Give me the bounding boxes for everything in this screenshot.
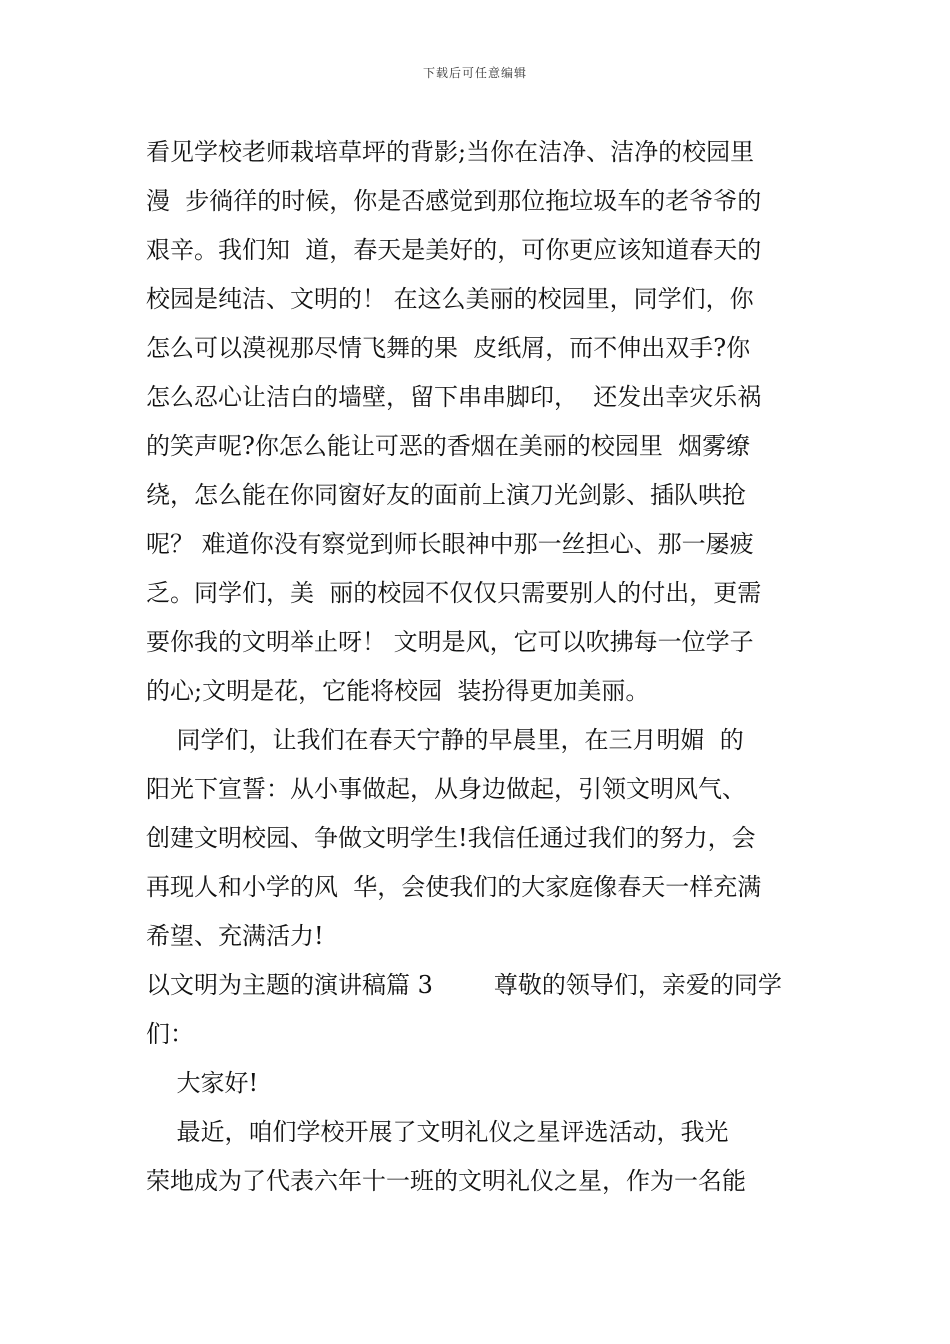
text-line: 的心;文明是花，它能将校园 装扮得更加美丽。 bbox=[146, 677, 650, 705]
text-line: 乏。同学们，美 丽的校园不仅仅只需要别人的付出，更需 bbox=[146, 579, 762, 607]
text-line: 校园是纯洁、文明的！ 在这么美丽的校园里，同学们，你 bbox=[146, 285, 754, 313]
text-line: 阳光下宣誓：从小事做起，从身边做起，引领文明风气、 bbox=[146, 775, 746, 803]
text-line: 希望、充满活力! bbox=[146, 922, 324, 950]
text-line: 大家好! bbox=[146, 1069, 259, 1097]
text-line: 漫 步徜徉的时候，你是否感觉到那位拖垃圾车的老爷爷的 bbox=[146, 187, 762, 215]
text-line: 怎么忍心让洁白的墙壁，留下串串脚印， 还发出幸灾乐祸 bbox=[146, 383, 762, 411]
text-line: 怎么可以漠视那尽情飞舞的果 皮纸屑，而不伸出双手?你 bbox=[146, 334, 751, 362]
page-header: 下载后可任意编辑 bbox=[422, 66, 527, 80]
text-line: 荣地成为了代表六年十一班的文明礼仪之星，作为一名能 bbox=[146, 1167, 746, 1195]
text-line: 最近，咱们学校开展了文明礼仪之星评选活动，我光 bbox=[146, 1118, 729, 1146]
text-line: 看见学校老师栽培草坪的背影;当你在洁净、洁净的校园里 bbox=[146, 138, 755, 166]
text-line: 创建文明校园、争做文明学生!我信任通过我们的努力，会 bbox=[146, 824, 756, 852]
section-title-line: 以文明为主题的演讲稿篇 3 尊敬的领导们，亲爱的同学 bbox=[146, 971, 782, 999]
text-line: 艰辛。我们知 道，春天是美好的，可你更应该知道春天的 bbox=[146, 236, 762, 264]
text-line: 们： bbox=[146, 1020, 194, 1048]
text-line: 要你我的文明举止呀！ 文明是风，它可以吹拂每一位学子 bbox=[146, 628, 754, 656]
text-line: 再现人和小学的风 华，会使我们的大家庭像春天一样充满 bbox=[146, 873, 762, 901]
text-line: 绕，怎么能在你同窗好友的面前上演刀光剑影、插队哄抢 bbox=[146, 481, 746, 509]
text-line: 同学们，让我们在春天宁静的早晨里，在三月明媚 的 bbox=[146, 726, 744, 754]
document-body bbox=[146, 128, 808, 1206]
text-line: 呢？ 难道你没有察觉到师长眼神中那一丝担心、那一屡疲 bbox=[146, 530, 754, 558]
text-line: 的笑声呢?你怎么能让可恶的香烟在美丽的校园里 烟雾缭 bbox=[146, 432, 751, 460]
